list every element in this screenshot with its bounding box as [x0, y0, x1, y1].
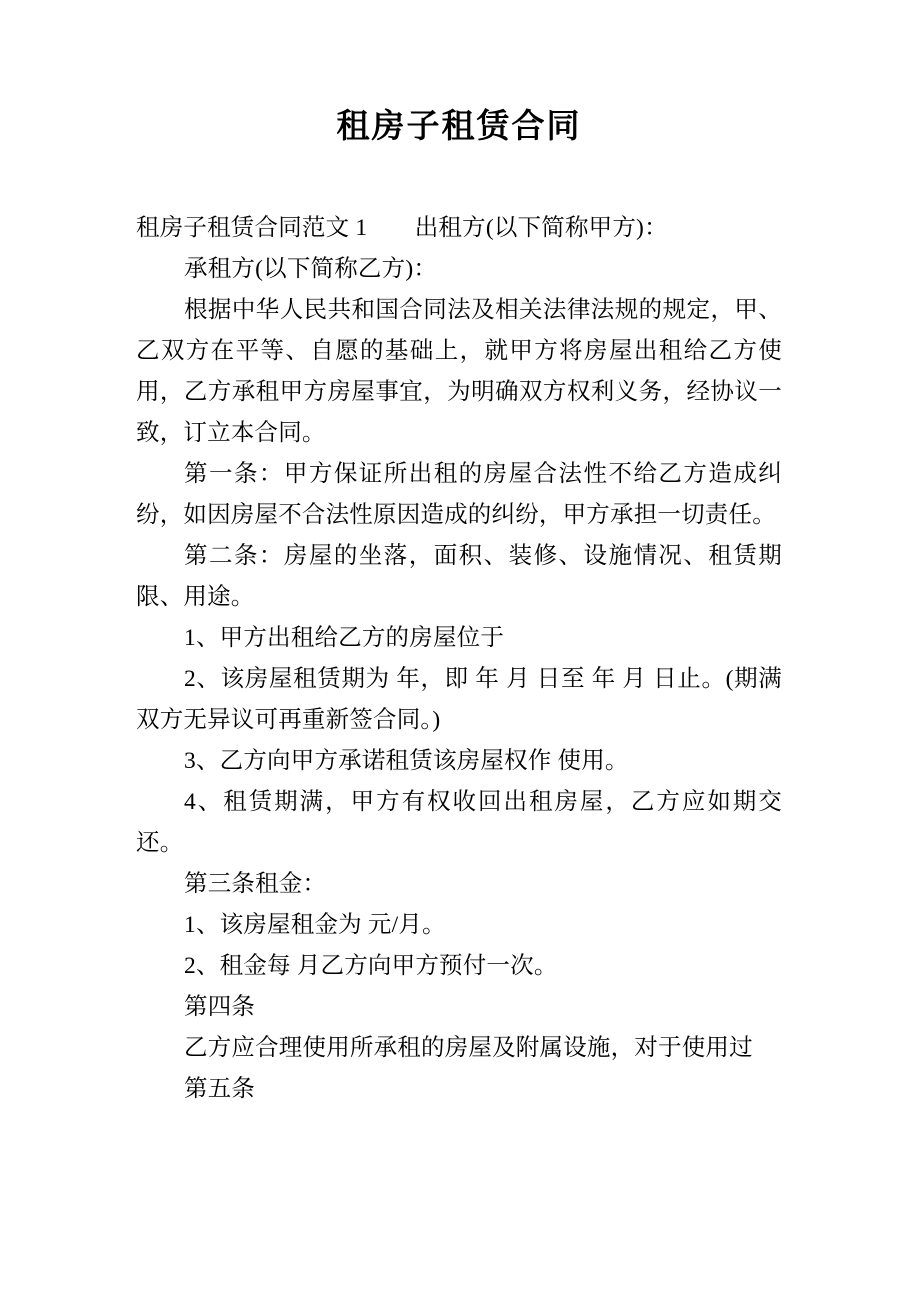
paragraph: 承租方(以下简称乙方)： — [184, 255, 438, 282]
paragraph: 第五条 — [184, 1075, 256, 1102]
paragraph: 2、租金每 月乙方向甲方预付一次。 — [184, 952, 558, 979]
paragraph: 1、该房屋租金为 元/月。 — [184, 911, 446, 938]
paragraph: 第二条：房屋的坐落，面积、装修、设施情况、租赁期限、用途。 — [136, 542, 782, 610]
paragraph: 租房子租赁合同范文 1 出租方(以下简称甲方)： — [136, 214, 668, 241]
paragraph: 乙方应合理使用所承租的房屋及附属设施，对于使用过 — [184, 1034, 753, 1061]
paragraph: 3、乙方向甲方承诺租赁该房屋权作 使用。 — [184, 747, 629, 774]
paragraph: 根据中华人民共和国合同法及相关法律法规的规定，甲、乙双方在平等、自愿的基础上，就甲方将房屋出租给乙方使用，乙方承租甲方房屋事宜，为明确双方权利义务，经协议一致，订立本合同。 — [136, 296, 782, 446]
paragraph: 第一条：甲方保证所出租的房屋合法性不给乙方造成纠纷，如因房屋不合法性原因造成的纠纷，甲方承担一切责任。 — [136, 460, 782, 528]
paragraph: 1、甲方出租给乙方的房屋位于 — [184, 624, 505, 651]
paragraph: 第四条 — [184, 993, 256, 1020]
paragraph: 4、租赁期满，甲方有权收回出租房屋，乙方应如期交还。 — [136, 788, 782, 856]
paragraph: 第三条租金： — [184, 870, 327, 897]
page-title: 租房子租赁合同 — [336, 109, 582, 145]
document-body — [136, 208, 782, 1110]
paragraph: 2、该房屋租赁期为 年，即 年 月 日至 年 月 日止。(期满双方无异议可再重新签合同。) — [136, 665, 782, 733]
